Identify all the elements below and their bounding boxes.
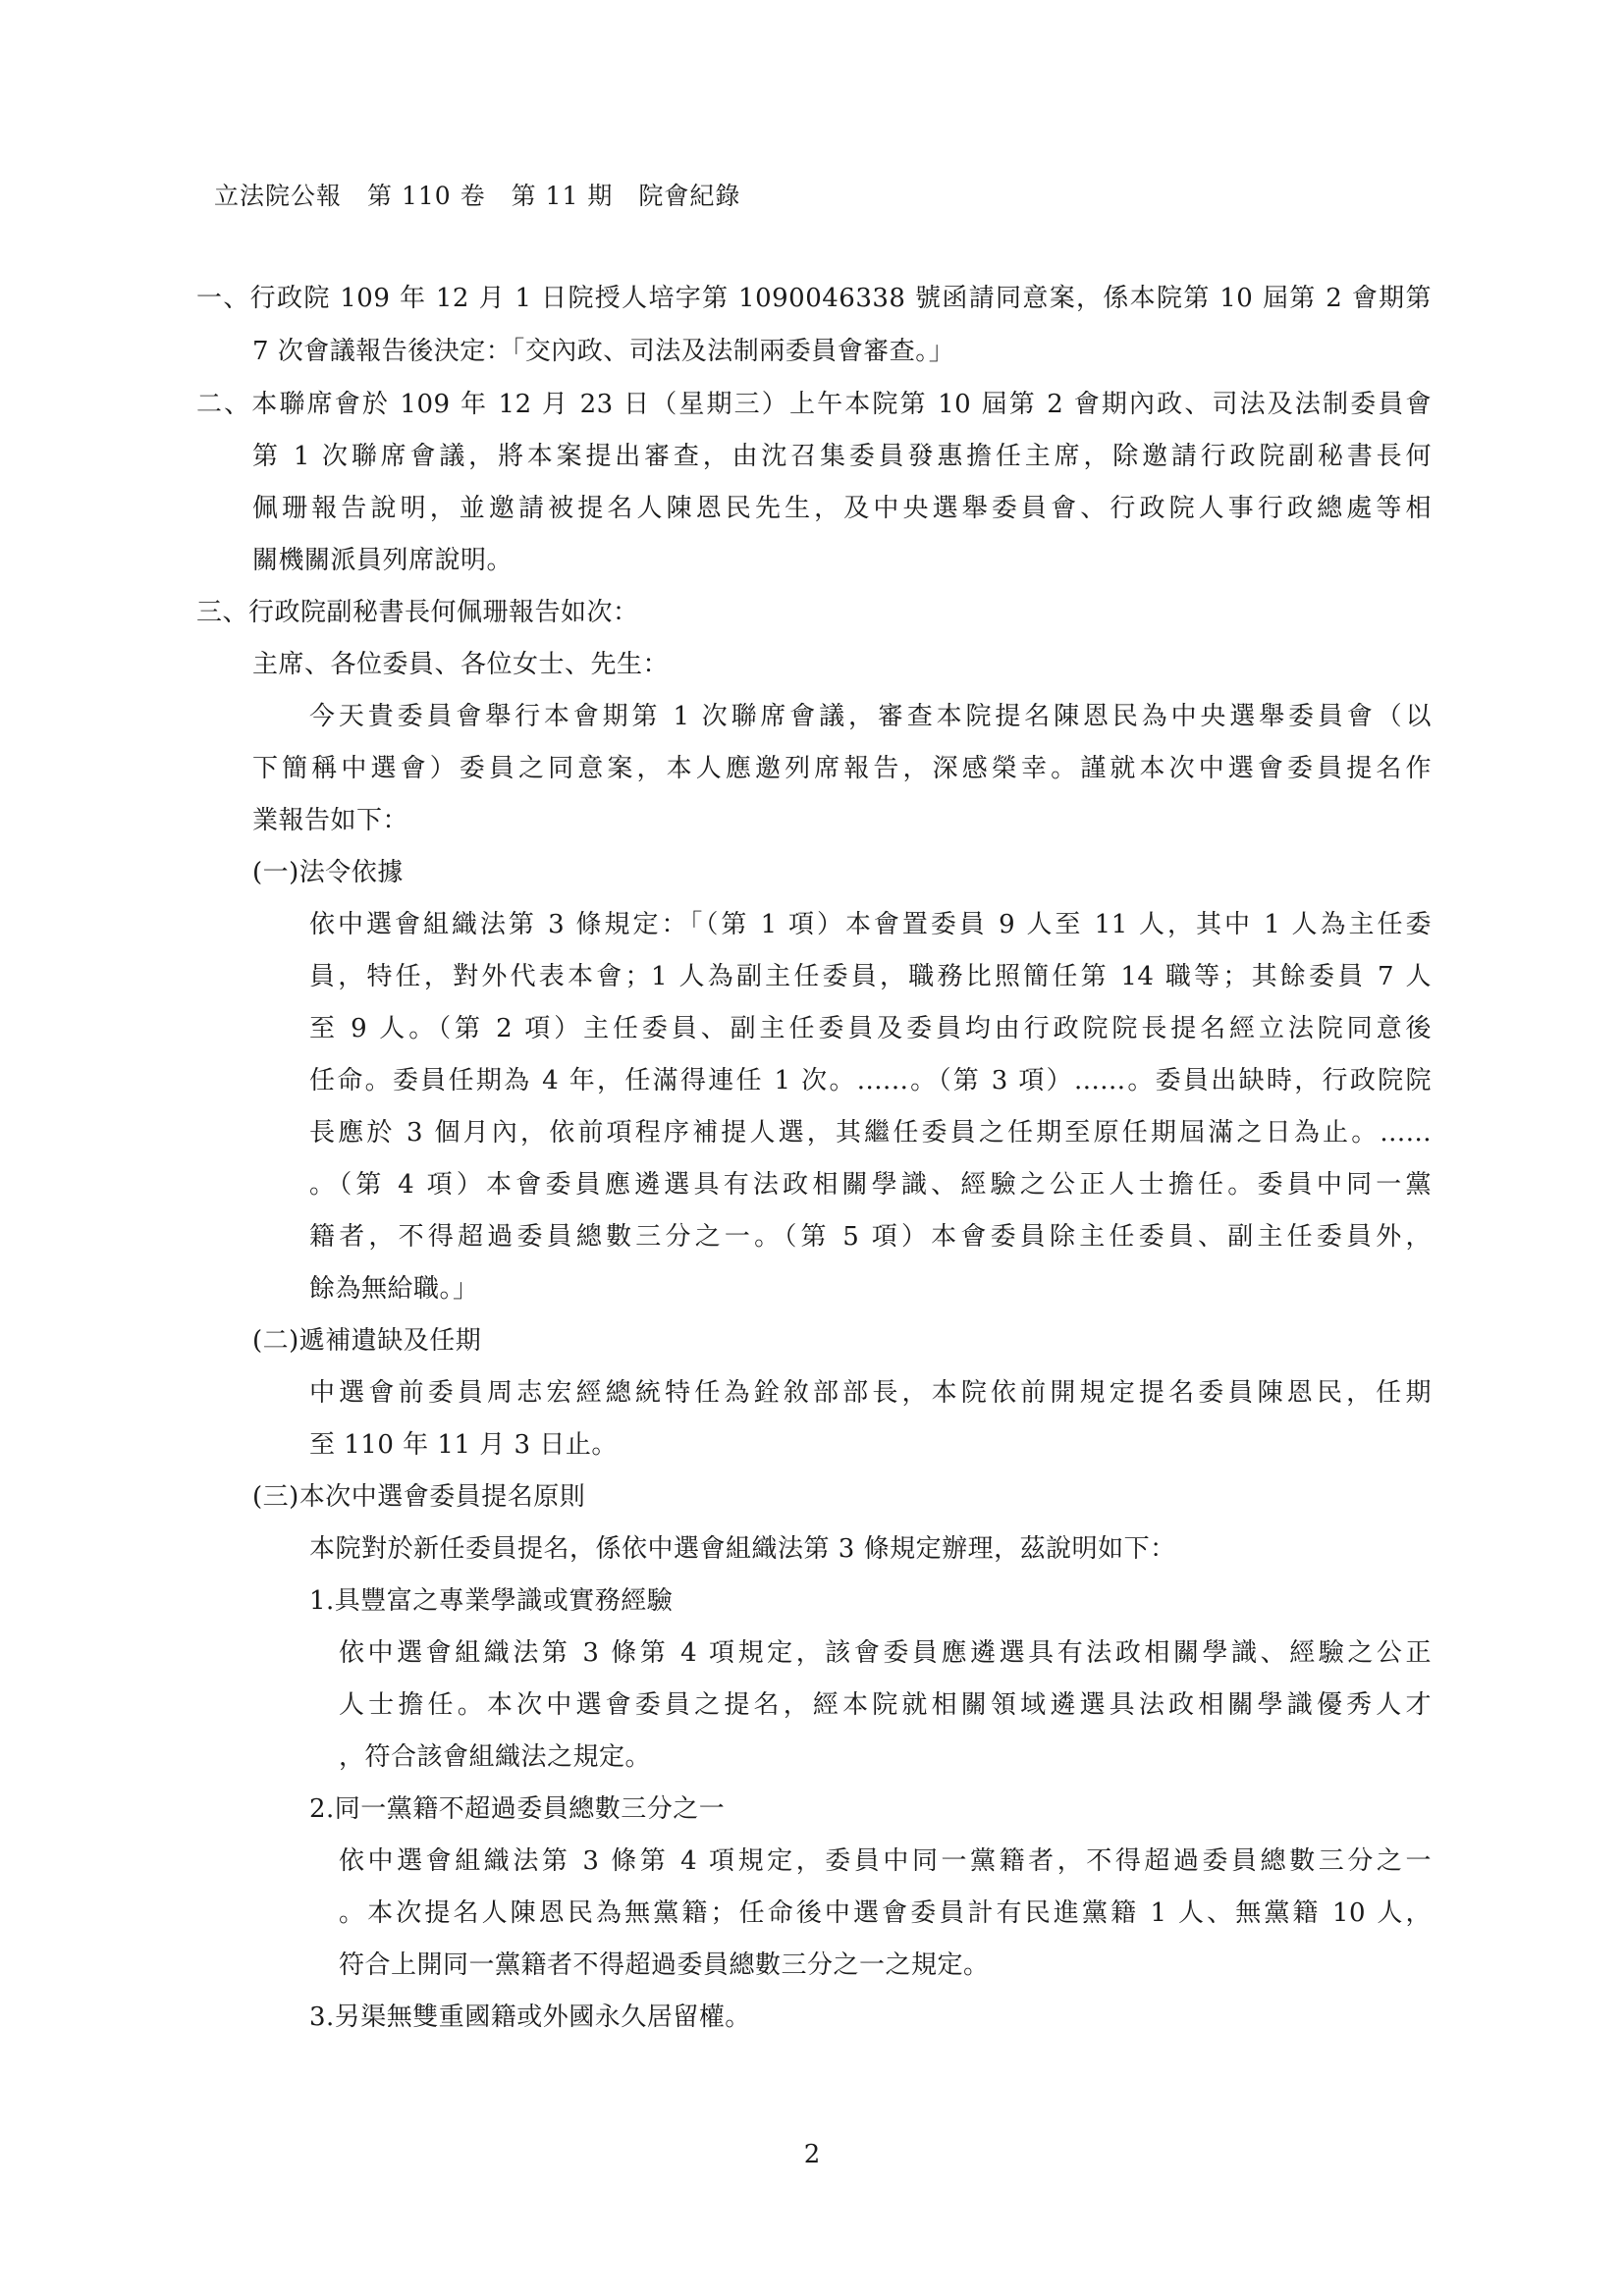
section-1-line-6: 。（第 4 項）本會委員應遴選具有法政相關學識、經驗之公正人士擔任。委員中同一黨 [309,1170,1432,1200]
subitem-3-heading: 3.另渠無雙重國籍或外國永久居留權。 [309,2002,751,2032]
item-1-line-1: 一、行政院 109 年 12 月 1 日院授人培字第 1090046338 號函請同意案，係本院第 10 屆第 2 會期第 [196,284,1432,313]
section-1-line-7: 籍者，不得超過委員總數三分之一。（第 5 項）本會委員除主任委員、副主任委員外， [309,1222,1432,1252]
intro-line-1: 今天貴委員會舉行本會期第 1 次聯席會議，審查本院提名陳恩民為中央選舉委員會（以 [309,702,1432,731]
section-2-line-1: 中選會前委員周志宏經總統特任為銓敘部部長，本院依前開規定提名委員陳恩民，任期 [309,1378,1432,1408]
section-1-line-5: 長應於 3 個月內，依前項程序補提人選，其繼任委員之任期至原任期屆滿之日為止。...... [309,1118,1432,1148]
subitem-1-line-1: 依中選會組織法第 3 條第 4 項規定，該會委員應遴選具有法政相關學識、經驗之公正 [339,1638,1432,1668]
section-2-heading: (二)遞補遺缺及任期 [252,1326,482,1356]
section-3-heading: (三)本次中選會委員提名原則 [252,1482,586,1512]
subitem-2-heading: 2.同一黨籍不超過委員總數三分之一 [309,1794,726,1824]
section-1-heading: (一)法令依據 [252,858,404,887]
item-2-line-2: 第 1 次聯席會議，將本案提出審查，由沈召集委員發惠擔任主席，除邀請行政院副秘書長何 [252,442,1432,471]
subitem-2-line-1: 依中選會組織法第 3 條第 4 項規定，委員中同一黨籍者，不得超過委員總數三分之一 [339,1846,1432,1876]
intro-line-3: 業報告如下： [252,806,409,835]
item-2-line-1: 二、本聯席會於 109 年 12 月 23 日（星期三）上午本院第 10 屆第 2 會期內政、司法及法制委員會 [196,390,1432,419]
section-1-line-4: 任命。委員任期為 4 年，任滿得連任 1 次。......。（第 3 項）......。委員出缺時，行政院院 [309,1066,1432,1095]
gazette-header: 立法院公報 第 110 卷 第 11 期 院會紀錄 [214,182,741,210]
item-1-line-2: 7 次會議報告後決定：「交內政、司法及法制兩委員會審查。」 [252,337,955,366]
page-number: 2 [803,2140,821,2169]
section-1-line-2: 員，特任，對外代表本會；1 人為副主任委員，職務比照簡任第 14 職等；其餘委員 7 人 [309,962,1432,991]
subitem-1-line-2: 人士擔任。本次中選會委員之提名，經本院就相關領域遴選具法政相關學識優秀人才 [339,1690,1432,1720]
subitem-2-line-3: 符合上開同一黨籍者不得超過委員總數三分之一之規定。 [339,1950,990,1980]
section-1-line-8: 餘為無給職。」 [309,1274,479,1304]
section-3-intro: 本院對於新任委員提名，係依中選會組織法第 3 條規定辦理，茲說明如下： [309,1534,1176,1564]
item-2-line-3: 佩珊報告說明，並邀請被提名人陳恩民先生，及中央選舉委員會、行政院人事行政總處等相 [252,494,1432,523]
subitem-1-heading: 1.具豐富之專業學識或實務經驗 [309,1586,674,1616]
section-1-line-1: 依中選會組織法第 3 條規定：「（第 1 項）本會置委員 9 人至 11 人，其中 1 人為主任委 [309,910,1432,939]
item-2-line-4: 關機關派員列席說明。 [252,546,514,575]
section-1-line-3: 至 9 人。（第 2 項）主任委員、副主任委員及委員均由行政院院長提名經立法院同意後 [309,1014,1432,1043]
section-2-line-2: 至 110 年 11 月 3 日止。 [309,1430,618,1460]
salutation: 主席、各位委員、各位女士、先生： [252,650,670,679]
item-3-heading: 三、行政院副秘書長何佩珊報告如次： [196,598,639,627]
subitem-1-line-3: ，符合該會組織法之規定。 [339,1742,652,1772]
subitem-2-line-2: 。本次提名人陳恩民為無黨籍；任命後中選會委員計有民進黨籍 1 人、無黨籍 10 人， [339,1898,1432,1928]
intro-line-2: 下簡稱中選會）委員之同意案，本人應邀列席報告，深感榮幸。謹就本次中選會委員提名作 [252,754,1432,783]
